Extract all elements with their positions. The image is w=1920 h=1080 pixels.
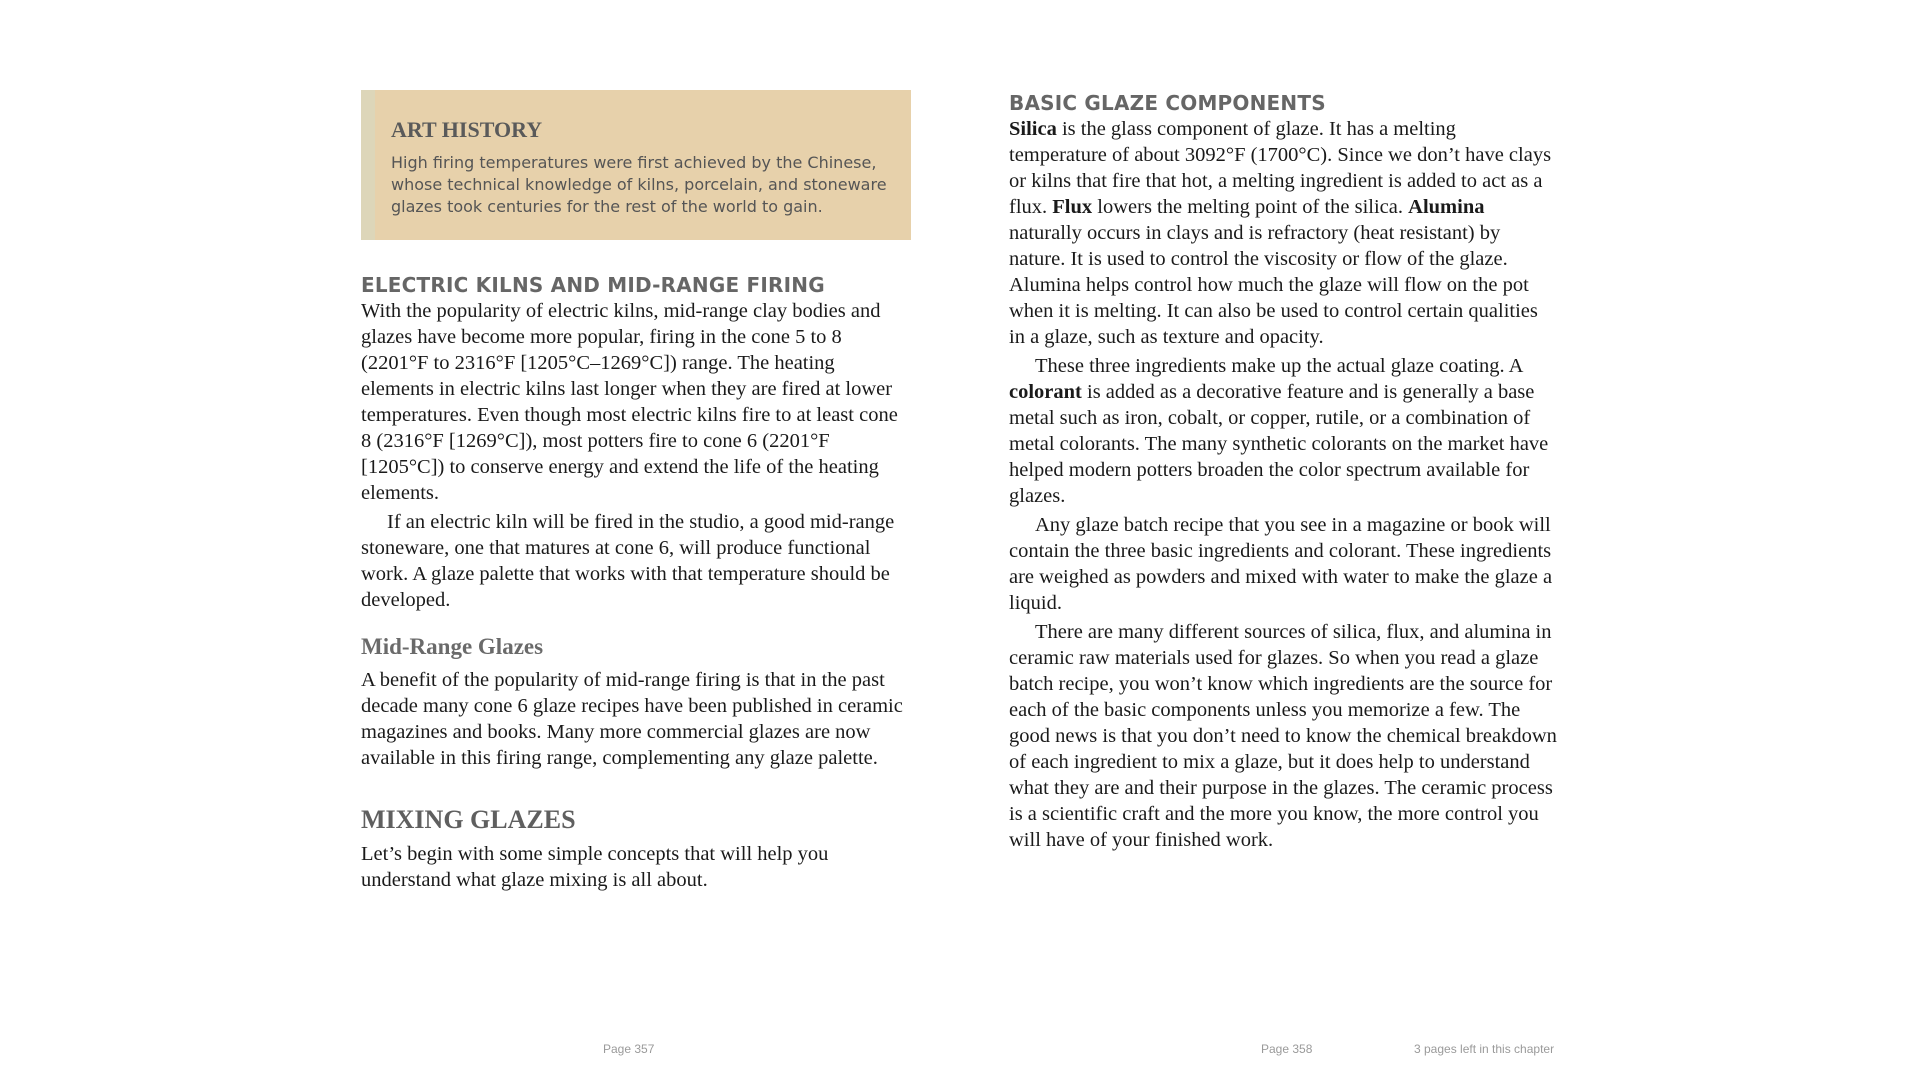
term-colorant: colorant <box>1009 381 1082 403</box>
paragraph: With the popularity of electric kilns, mid-range clay bodies and glazes have become more popular, firing in the cone 5 to 8 (2201°F to 2316°F [1205°C–1269°C]) range. The heating elements in electric kilns last longer when they are fired at lower temperatures. Even though most electric kilns fire to at least cone 8 (2316°F [1269°C]), most potters fire to cone 6 (2201°F [1205°C]) to conserve energy and extend the life of the heating elements. <box>361 300 898 504</box>
paragraph: Any glaze batch recipe that you see in a magazine or book will contain the three basic ingredients and colorant. These ingredients are weighed as powders and mixed with water to make the glaze a liquid. <box>1009 514 1553 614</box>
paragraph: Silica is the glass component of glaze. It has a melting temperature of about 3092°F (1700°C). Since we don’t have clays or kilns that fire that hot, a melting ingredient is added to act as a flux. Flux lowers the melting point of the silica. Alumina naturally occurs in clays and is refractory (heat resistant) by nature. It is used to control the viscosity or flow of the glaze. Alumina helps control how much the glaze will flow on the pot when it is melting. It can also be used to control certain qualities in a glaze, such as texture and opacity. <box>1009 118 1552 348</box>
sidebar-text: High firing temperatures were first achieved by the Chinese, whose technical knowledge of kilns, porcelain, and stoneware glazes took centuries for the rest of the world to gain. <box>391 153 887 216</box>
art-history-sidebar <box>361 90 911 240</box>
section-heading-basic-glaze-components: BASIC GLAZE COMPONENTS <box>1009 91 1326 115</box>
term-silica: Silica <box>1009 118 1057 140</box>
left-page <box>361 90 911 893</box>
right-page <box>1009 90 1557 853</box>
paragraph: These three ingredients make up the actual glaze coating. A colorant is added as a decorative feature and is generally a base metal such as iron, cobalt, or copper, rutile, or a combination of metal colorants. The many synthetic colorants on the market have helped modern potters broaden the color spectrum available for glazes. <box>1009 355 1549 507</box>
paragraph: A benefit of the popularity of mid-range firing is that in the past decade many cone 6 glaze recipes have been published in ceramic magazines and books. Many more commercial glazes are now available in this firing range, complementing any glaze palette. <box>361 669 903 769</box>
paragraph: If an electric kiln will be fired in the studio, a good mid-range stoneware, one that matures at cone 6, will produce functional work. A glaze palette that works with that temperature should be developed. <box>361 511 895 611</box>
subheading-mid-range-glazes: Mid-Range Glazes <box>361 634 544 659</box>
pages-left-indicator: 3 pages left in this chapter <box>1414 1042 1555 1056</box>
term-flux: Flux <box>1052 196 1093 218</box>
section-heading-electric-kilns: ELECTRIC KILNS AND MID-RANGE FIRING <box>361 273 825 297</box>
term-alumina: Alumina <box>1408 196 1485 218</box>
sidebar-title: ART HISTORY <box>391 117 543 142</box>
paragraph: There are many different sources of silica, flux, and alumina in ceramic raw materials used for glazes. So when you read a glaze batch recipe, you won’t know which ingredients are the source for each of the basic components unless you memorize a few. The good news is that you don’t need to know the chemical breakdown of each ingredient to mix a glaze, but it does help to understand what they are and their purpose in the glazes. The ceramic process is a scientific craft and the more you know, the more control you will have of your finished work. <box>1009 621 1557 851</box>
page-number-right: Page 358 <box>1261 1042 1313 1056</box>
section-heading-mixing-glazes: MIXING GLAZES <box>361 805 576 834</box>
paragraph: Let’s begin with some simple concepts that will help you understand what glaze mixing is all about. <box>361 843 829 891</box>
page-number-left: Page 357 <box>603 1042 655 1056</box>
